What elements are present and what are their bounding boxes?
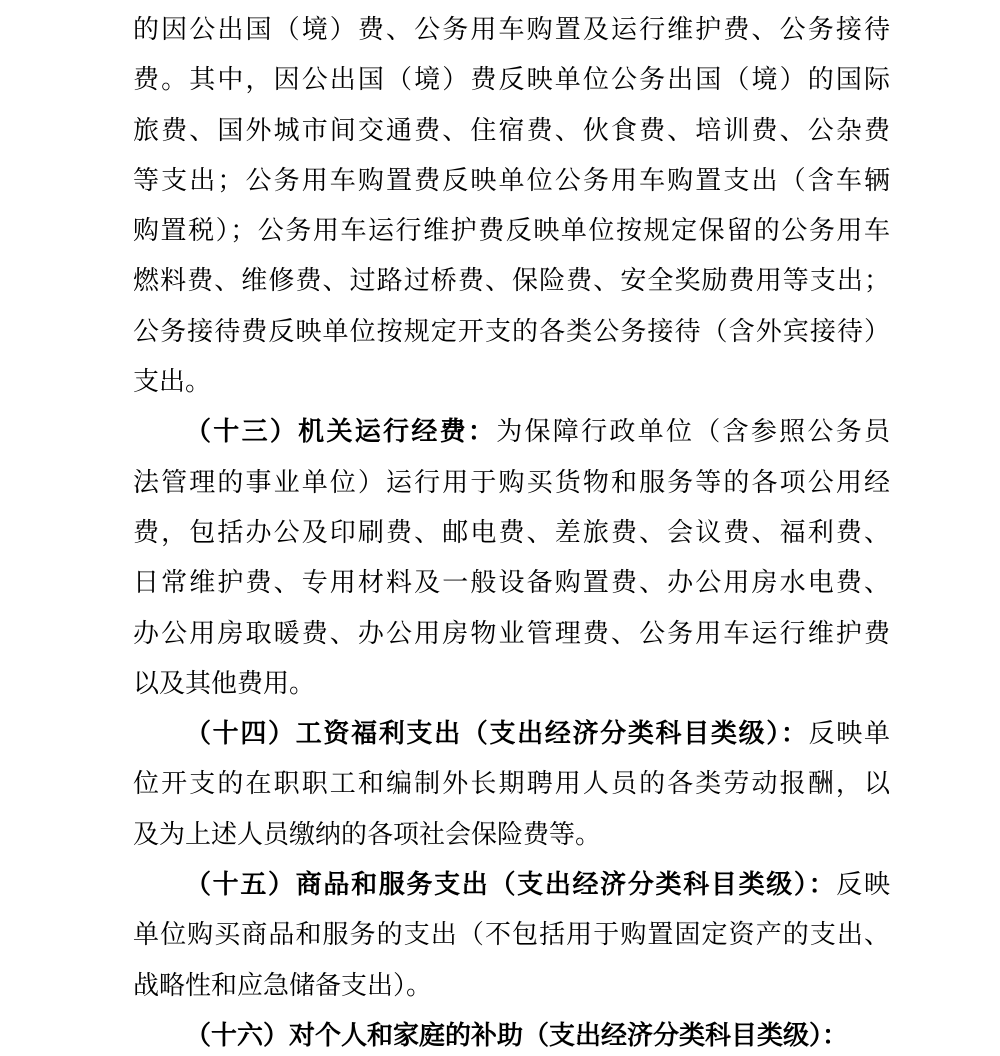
body-text-run: 公务接待费反映单位按规定开支的各类公务接待（含外宾接待） [133,316,890,346]
text-line [133,659,890,709]
heading-run: （十五）商品和服务支出（支出经济分类科目类级）： [185,870,837,900]
body-text-run: 支出。 [133,367,212,397]
body-text-run: 位开支的在职职工和编制外长期聘用人员的各类劳动报酬，以 [133,769,890,799]
heading-run: （十四）工资福利支出（支出经济分类科目类级）： [185,719,809,749]
text-line [133,1011,890,1056]
body-text-run: 为保障行政单位（含参照公务员 [496,417,890,447]
text-line [133,357,890,407]
document-body [133,5,890,1056]
body-text-run: 及为上述人员缴纳的各项社会保险费等。 [133,819,602,849]
heading-run: （十六）对个人和家庭的补助（支出经济分类科目类级）： [185,1020,849,1050]
body-text-run: 费，包括办公及印刷费、邮电费、差旅费、会议费、福利费、 [133,517,890,547]
body-text-run: 以及其他费用。 [133,668,316,698]
text-line [133,5,890,55]
body-text-run: 战略性和应急储备支出）。 [133,970,433,1000]
text-line [133,307,890,357]
text-line [133,558,890,608]
text-line [133,508,890,558]
body-text-run: 购置税）；公务用车运行维护费反映单位按规定保留的公务用车 [133,216,890,246]
text-line [133,458,890,508]
text-line [133,759,890,809]
body-text-run: 日常维护费、专用材料及一般设备购置费、办公用房水电费、 [133,568,890,598]
text-line [133,106,890,156]
body-text-run: 旅费、国外城市间交通费、住宿费、伙食费、培训费、公杂费 [133,115,890,145]
text-line [133,206,890,256]
text-line [133,256,890,306]
text-line [133,407,890,457]
body-text-run: 法管理的事业单位）运行用于购买货物和服务等的各项公用经 [133,467,890,497]
body-text-run: 等支出；公务用车购置费反映单位公务用车购置支出（含车辆 [133,165,890,195]
text-line [133,860,890,910]
body-text-run: 燃料费、维修费、过路过桥费、保险费、安全奖励费用等支出； [133,266,890,296]
body-text-run: 反映 [836,870,890,900]
text-line [133,55,890,105]
body-text-run: 费。其中，因公出国（境）费反映单位公务出国（境）的国际 [133,65,890,95]
body-text-run: 的因公出国（境）费、公务用车购置及运行维护费、公务接待 [133,15,890,44]
text-line [133,810,890,860]
text-line [133,961,890,1011]
text-line [133,609,890,659]
text-line [133,709,890,759]
body-text-run: 反映单 [808,719,890,749]
body-text-run: 办公用房取暖费、办公用房物业管理费、公务用车运行维护费 [133,618,890,648]
heading-run: （十三）机关运行经费： [185,417,497,447]
text-line [133,156,890,206]
text-line [133,910,890,960]
body-text-run: 单位购买商品和服务的支出（不包括用于购置固定资产的支出、 [133,920,890,950]
